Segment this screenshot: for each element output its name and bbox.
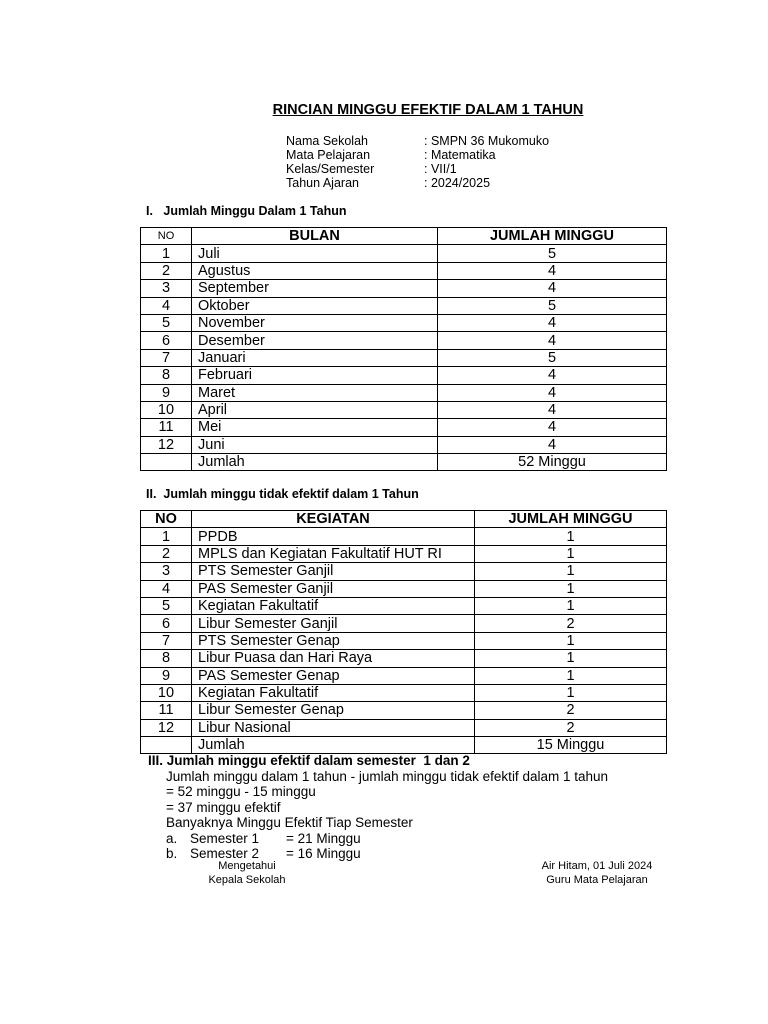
row-no: 8: [141, 650, 192, 667]
row-no: 2: [141, 262, 192, 279]
section-2-heading: II. Jumlah minggu tidak efektif dalam 1 Tahun: [146, 487, 419, 501]
row-no: 5: [141, 597, 192, 614]
signature-role: Kepala Sekolah: [208, 874, 286, 886]
row-name: Libur Semester Ganjil: [192, 615, 475, 632]
table-row: [141, 580, 667, 597]
row-no: 2: [141, 545, 192, 562]
row-name: Juli: [192, 245, 438, 262]
row-no: 12: [141, 436, 192, 453]
row-weeks: 1: [475, 667, 667, 684]
row-no: 3: [141, 563, 192, 580]
info-label: Mata Pelajaran: [286, 148, 371, 162]
row-weeks: 1: [475, 632, 667, 649]
document-title: RINCIAN MINGGU EFEKTIF DALAM 1 TAHUN: [272, 102, 584, 118]
row-name: Libur Puasa dan Hari Raya: [192, 650, 475, 667]
row-weeks: 1: [475, 528, 667, 545]
row-name: Desember: [192, 332, 438, 349]
table-row: [141, 719, 667, 736]
row-no: 10: [141, 401, 192, 418]
row-no: 9: [141, 384, 192, 401]
row-name: MPLS dan Kegiatan Fakultatif HUT RI: [192, 545, 475, 562]
total-label: Jumlah: [192, 454, 438, 471]
principal-signature: [196, 859, 298, 887]
info-value: : VII/1: [424, 162, 457, 176]
row-no: 11: [141, 702, 192, 719]
table-row: [141, 332, 667, 349]
table-row: [141, 597, 667, 614]
row-weeks: 4: [438, 314, 667, 331]
semester-label: Semester 2: [190, 846, 260, 861]
row-no: 11: [141, 419, 192, 436]
signature-line: Mengetahui: [218, 860, 276, 872]
row-name: Kegiatan Fakultatif: [192, 684, 475, 701]
table-row: [141, 384, 667, 401]
total-empty-cell: [141, 737, 192, 754]
row-no: 7: [141, 349, 192, 366]
table-row: [141, 367, 667, 384]
row-no: 6: [141, 332, 192, 349]
row-weeks: 1: [475, 684, 667, 701]
info-label: Tahun Ajaran: [286, 176, 359, 190]
signature-role: Guru Mata Pelajaran: [546, 874, 648, 886]
table-row: [141, 297, 667, 314]
row-no: 7: [141, 632, 192, 649]
row-name: PTS Semester Ganjil: [192, 563, 475, 580]
row-name: Agustus: [192, 262, 438, 279]
summary-line: = 37 minggu efektif: [166, 799, 281, 815]
table-row: [141, 545, 667, 562]
effective-weeks-summary: [148, 753, 608, 862]
table-row: [141, 528, 667, 545]
row-weeks: 1: [475, 597, 667, 614]
row-no: 5: [141, 314, 192, 331]
table-row: [141, 563, 667, 580]
row-weeks: 5: [438, 297, 667, 314]
row-name: Januari: [192, 349, 438, 366]
table-row: [141, 615, 667, 632]
semester-value: = 16 Minggu: [286, 846, 361, 861]
row-name: Libur Nasional: [192, 719, 475, 736]
row-no: 9: [141, 667, 192, 684]
row-name: April: [192, 401, 438, 418]
row-weeks: 4: [438, 419, 667, 436]
row-weeks: 4: [438, 436, 667, 453]
total-row: [141, 737, 667, 754]
school-info: [286, 134, 549, 190]
summary-line: Banyaknya Minggu Efektif Tiap Semester: [166, 815, 413, 830]
table-row: [141, 314, 667, 331]
row-weeks: 1: [475, 580, 667, 597]
total-empty-cell: [141, 454, 192, 471]
row-name: Juni: [192, 436, 438, 453]
row-name: Maret: [192, 384, 438, 401]
col-header-jumlah: JUMLAH MINGGU: [475, 511, 667, 528]
non-effective-weeks-table: [140, 510, 667, 754]
total-value: 15 Minggu: [475, 737, 667, 754]
row-name: Libur Semester Genap: [192, 702, 475, 719]
row-name: Februari: [192, 367, 438, 384]
row-no: 3: [141, 280, 192, 297]
row-no: 1: [141, 528, 192, 545]
row-weeks: 4: [438, 384, 667, 401]
table-row: [141, 684, 667, 701]
semester-label: Semester 1: [190, 830, 260, 846]
row-weeks: 4: [438, 367, 667, 384]
teacher-signature: [522, 859, 672, 887]
row-name: PAS Semester Ganjil: [192, 580, 475, 597]
info-value: : SMPN 36 Mukomuko: [424, 134, 550, 148]
info-label: Nama Sekolah: [286, 134, 368, 148]
row-name: PTS Semester Genap: [192, 632, 475, 649]
row-weeks: 4: [438, 280, 667, 297]
info-label: Kelas/Semester: [286, 162, 375, 176]
col-header-jumlah: JUMLAH MINGGU: [438, 228, 667, 245]
row-no: 1: [141, 245, 192, 262]
signature-line: Air Hitam, 01 Juli 2024: [541, 860, 653, 872]
table-row: [141, 632, 667, 649]
row-name: Kegiatan Fakultatif: [192, 597, 475, 614]
row-weeks: 1: [475, 545, 667, 562]
table-row: [141, 702, 667, 719]
row-weeks: 4: [438, 401, 667, 418]
row-no: 4: [141, 580, 192, 597]
row-weeks: 2: [475, 719, 667, 736]
table-row: [141, 436, 667, 453]
row-no: 6: [141, 615, 192, 632]
col-header-no: NO: [141, 228, 192, 245]
row-weeks: 4: [438, 262, 667, 279]
row-name: Mei: [192, 419, 438, 436]
row-name: PPDB: [192, 528, 475, 545]
summary-line: Jumlah minggu dalam 1 tahun - jumlah minggu tidak efektif dalam 1 tahun: [166, 768, 608, 784]
summary-line: = 52 minggu - 15 minggu: [166, 784, 316, 799]
row-weeks: 2: [475, 615, 667, 632]
total-row: [141, 454, 667, 471]
effective-weeks-table: [140, 227, 667, 471]
table-row: [141, 650, 667, 667]
row-name: Oktober: [192, 297, 438, 314]
table-header-row: [141, 511, 667, 528]
semester-letter: a.: [166, 830, 178, 846]
row-weeks: 4: [438, 332, 667, 349]
total-label: Jumlah: [192, 737, 475, 754]
info-value: : 2024/2025: [424, 176, 491, 190]
semester-item: [148, 831, 608, 847]
row-weeks: 5: [438, 349, 667, 366]
col-header-bulan: BULAN: [192, 228, 438, 245]
row-no: 10: [141, 684, 192, 701]
table-row: [141, 349, 667, 366]
row-weeks: 1: [475, 650, 667, 667]
table-row: [141, 262, 667, 279]
col-header-no: NO: [141, 511, 192, 528]
row-name: PAS Semester Genap: [192, 667, 475, 684]
section-3-heading: III. Jumlah minggu efektif dalam semester 1 dan 2: [148, 753, 470, 768]
row-weeks: 1: [475, 563, 667, 580]
row-name: September: [192, 280, 438, 297]
row-weeks: 5: [438, 245, 667, 262]
row-no: 8: [141, 367, 192, 384]
row-no: 12: [141, 719, 192, 736]
table-row: [141, 280, 667, 297]
row-name: November: [192, 314, 438, 331]
info-value: : Matematika: [424, 148, 496, 162]
row-no: 4: [141, 297, 192, 314]
table-header-row: [141, 228, 667, 245]
col-header-kegiatan: KEGIATAN: [192, 511, 475, 528]
semester-letter: b.: [166, 846, 178, 861]
table-row: [141, 245, 667, 262]
row-weeks: 2: [475, 702, 667, 719]
table-row: [141, 419, 667, 436]
table-row: [141, 667, 667, 684]
section-1-heading: I. Jumlah Minggu Dalam 1 Tahun: [146, 204, 347, 218]
table-row: [141, 401, 667, 418]
total-value: 52 Minggu: [438, 454, 667, 471]
semester-value: = 21 Minggu: [286, 830, 361, 846]
